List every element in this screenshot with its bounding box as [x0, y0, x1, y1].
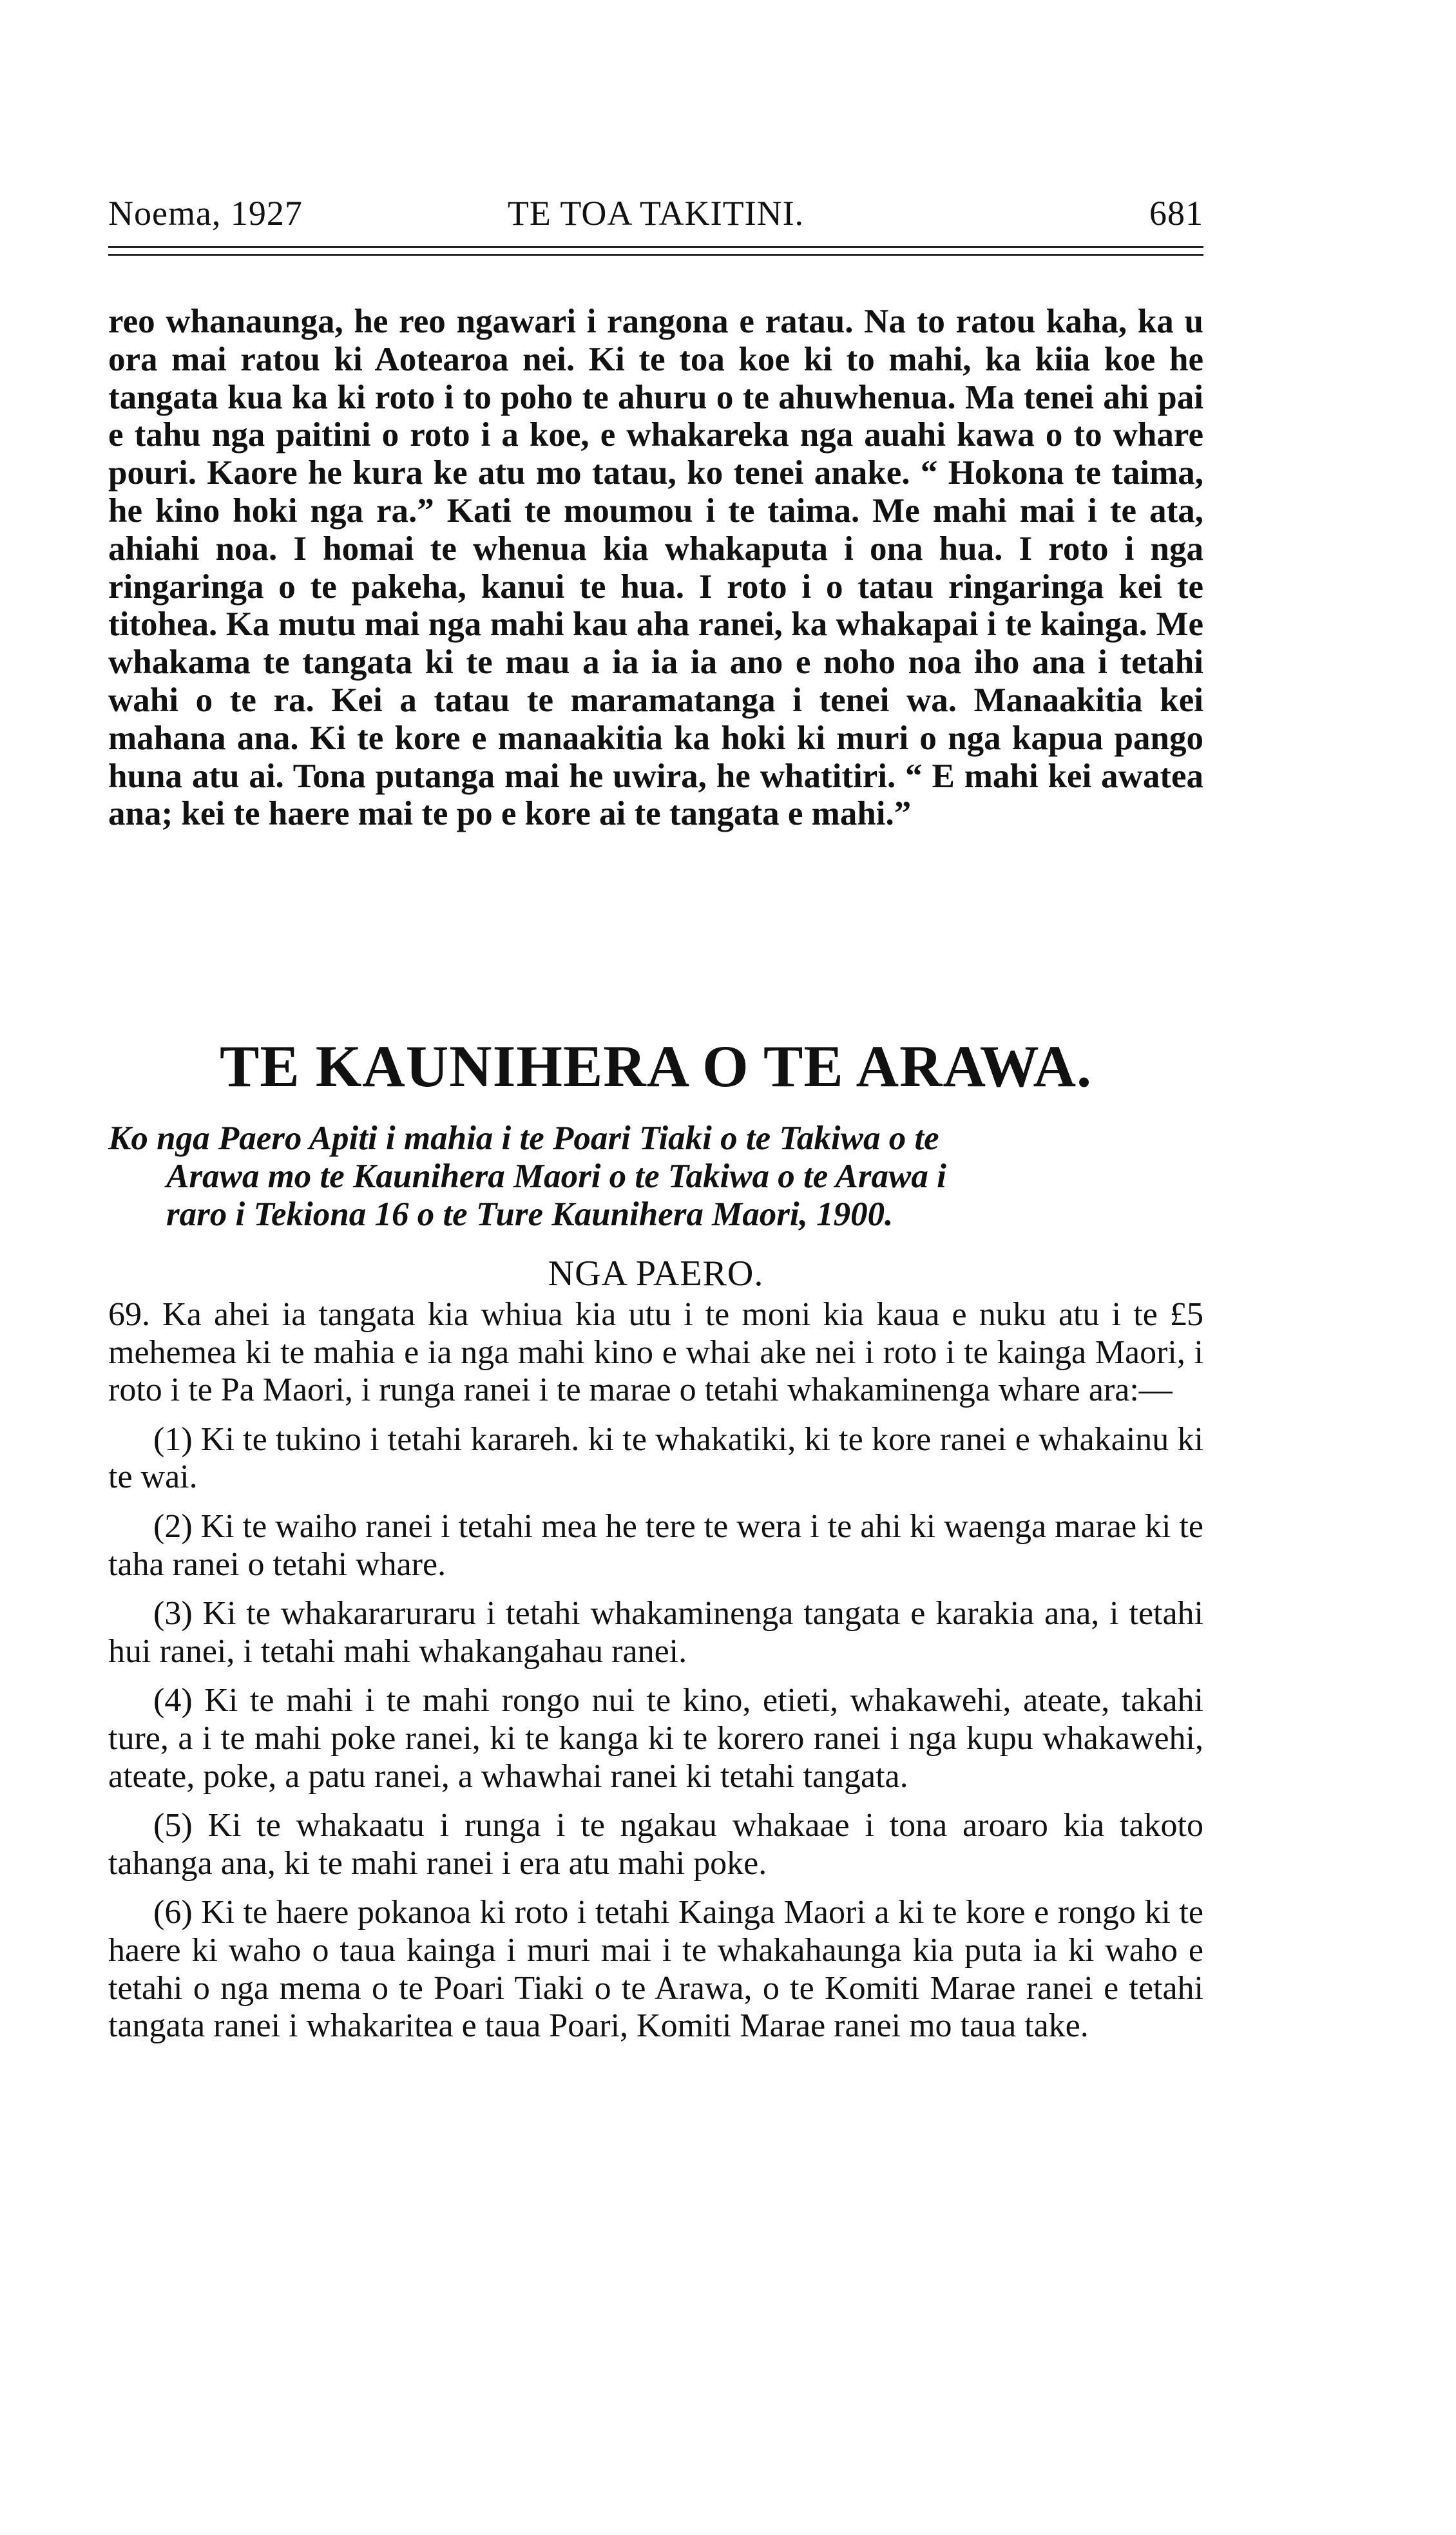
- clause-item: (1) Ki te tukino i tetahi karareh. ki te whakatiki, ki te kore ranei e whakainu ki te wai.: [108, 1421, 1203, 1496]
- subtitle-line: raro i Tekiona 16 o te Ture Kaunihera Maori, 1900.: [166, 1196, 894, 1233]
- page-number: 681: [1149, 194, 1203, 233]
- subtitle-line: Arawa mo te Kaunihera Maori o te Takiwa o te Arawa i: [166, 1158, 946, 1195]
- clause-item: (6) Ki te haere pokanoa ki roto i tetahi Kainga Maori a ki te kore e rongo ki te haere ki waho o taua kainga i muri mai i te whakahaunga kia puta ia ki waho e tetahi o nga mema o te Poari Tiaki o te Arawa, o te Komiti Marae ranei e tetahi tangata ranei i whakaritea e taua Poari, Komiti Marae ranei mo taua take.: [108, 1894, 1203, 2045]
- bylaw-clauses: [108, 1296, 1203, 2057]
- running-header: [108, 193, 1203, 245]
- subtitle-line: Ko nga Paero Apiti i mahia i te Poari Tiaki o te Takiwa o te: [108, 1120, 939, 1157]
- clause-intro: 69. Ka ahei ia tangata kia whiua kia utu i te moni kia kaua e nuku atu i te £5 mehemea ki te mahia e ia nga mahi kino e whai ake nei i roto i te kainga Maori, i roto i te Pa Maori, i runga ranei i te marae o tetahi whakaminenga whare ara:—: [108, 1296, 1203, 1409]
- clause-item: (5) Ki te whakaatu i runga i te ngakau whakaae i tona aroaro kia takoto tahanga ana, ki te mahi ranei i era atu mahi poke.: [108, 1807, 1203, 1882]
- section-subtitle: [108, 1120, 1203, 1234]
- header-journal-title: TE TOA TAKITINI.: [507, 194, 805, 233]
- section-title: TE KAUNIHERA O TE ARAWA.: [219, 1033, 1093, 1099]
- header-rule-top: [108, 246, 1203, 248]
- clause-item: (2) Ki te waiho ranei i tetahi mea he tere te wera i te ahi ki waenga marae ki te taha ranei o tetahi whare.: [108, 1507, 1204, 1583]
- header-date: Noema, 1927: [108, 194, 303, 233]
- subheading: NGA PAERO.: [548, 1254, 764, 1294]
- header-rule-bottom: [108, 254, 1203, 256]
- clause-item: (3) Ki te whakararuraru i tetahi whakaminenga tangata e karakia ana, i tetahi hui ranei, i tetahi mahi whakangahau ranei.: [108, 1595, 1203, 1670]
- clause-item: (4) Ki te mahi i te mahi rongo nui te kino, etieti, whakawehi, ateate, takahi ture, a i te mahi poke ranei, ki te kanga ki te korero ranei i nga kupu whakawehi, ateate, poke, a patu ranei, a whawhai ranei ki tetahi tangata.: [108, 1682, 1203, 1795]
- continued-paragraph: reo whanaunga, he reo ngawari i rangona e ratau. Na to ratou kaha, ka u ora mai ratou ki Aotearoa nei. Ki te toa koe ki to mahi, ka kiia koe he tangata kua ka ki roto i to poho te ahuru o te ahuwhenua. Ma tenei ahi pai e tahu nga paitini o roto i a koe, e whakareka nga auahi kawa o to whare pouri. Kaore he kura ke atu mo tatau, ko tenei anake. “ Hokona te taima, he kino hoki nga ra.” Kati te moumou i te taima. Me mahi mai i te ata, ahiahi noa. I homai te whenua kia whakaputa i ona hua. I roto i nga ringaringa o te pakeha, kanui te hua. I roto i o tatau ringaringa kei te titohea. Ka mutu mai nga mahi kau aha ranei, ka whakapai i te kainga. Me whakama te tangata ki te mau a ia ia ia ano e noho noa iho ana i tetahi wahi o te ra. Kei a tatau te maramatanga i tenei wa. Manaakitia kei mahana ana. Ki te kore e manaakitia ka hoki ki muri o nga kapua pango huna atu ai. Tona putanga mai he uwira, he whatitiri. “ E mahi kei awatea ana; kei te haere mai te po e kore ai te tangata e mahi.”: [108, 303, 1203, 833]
